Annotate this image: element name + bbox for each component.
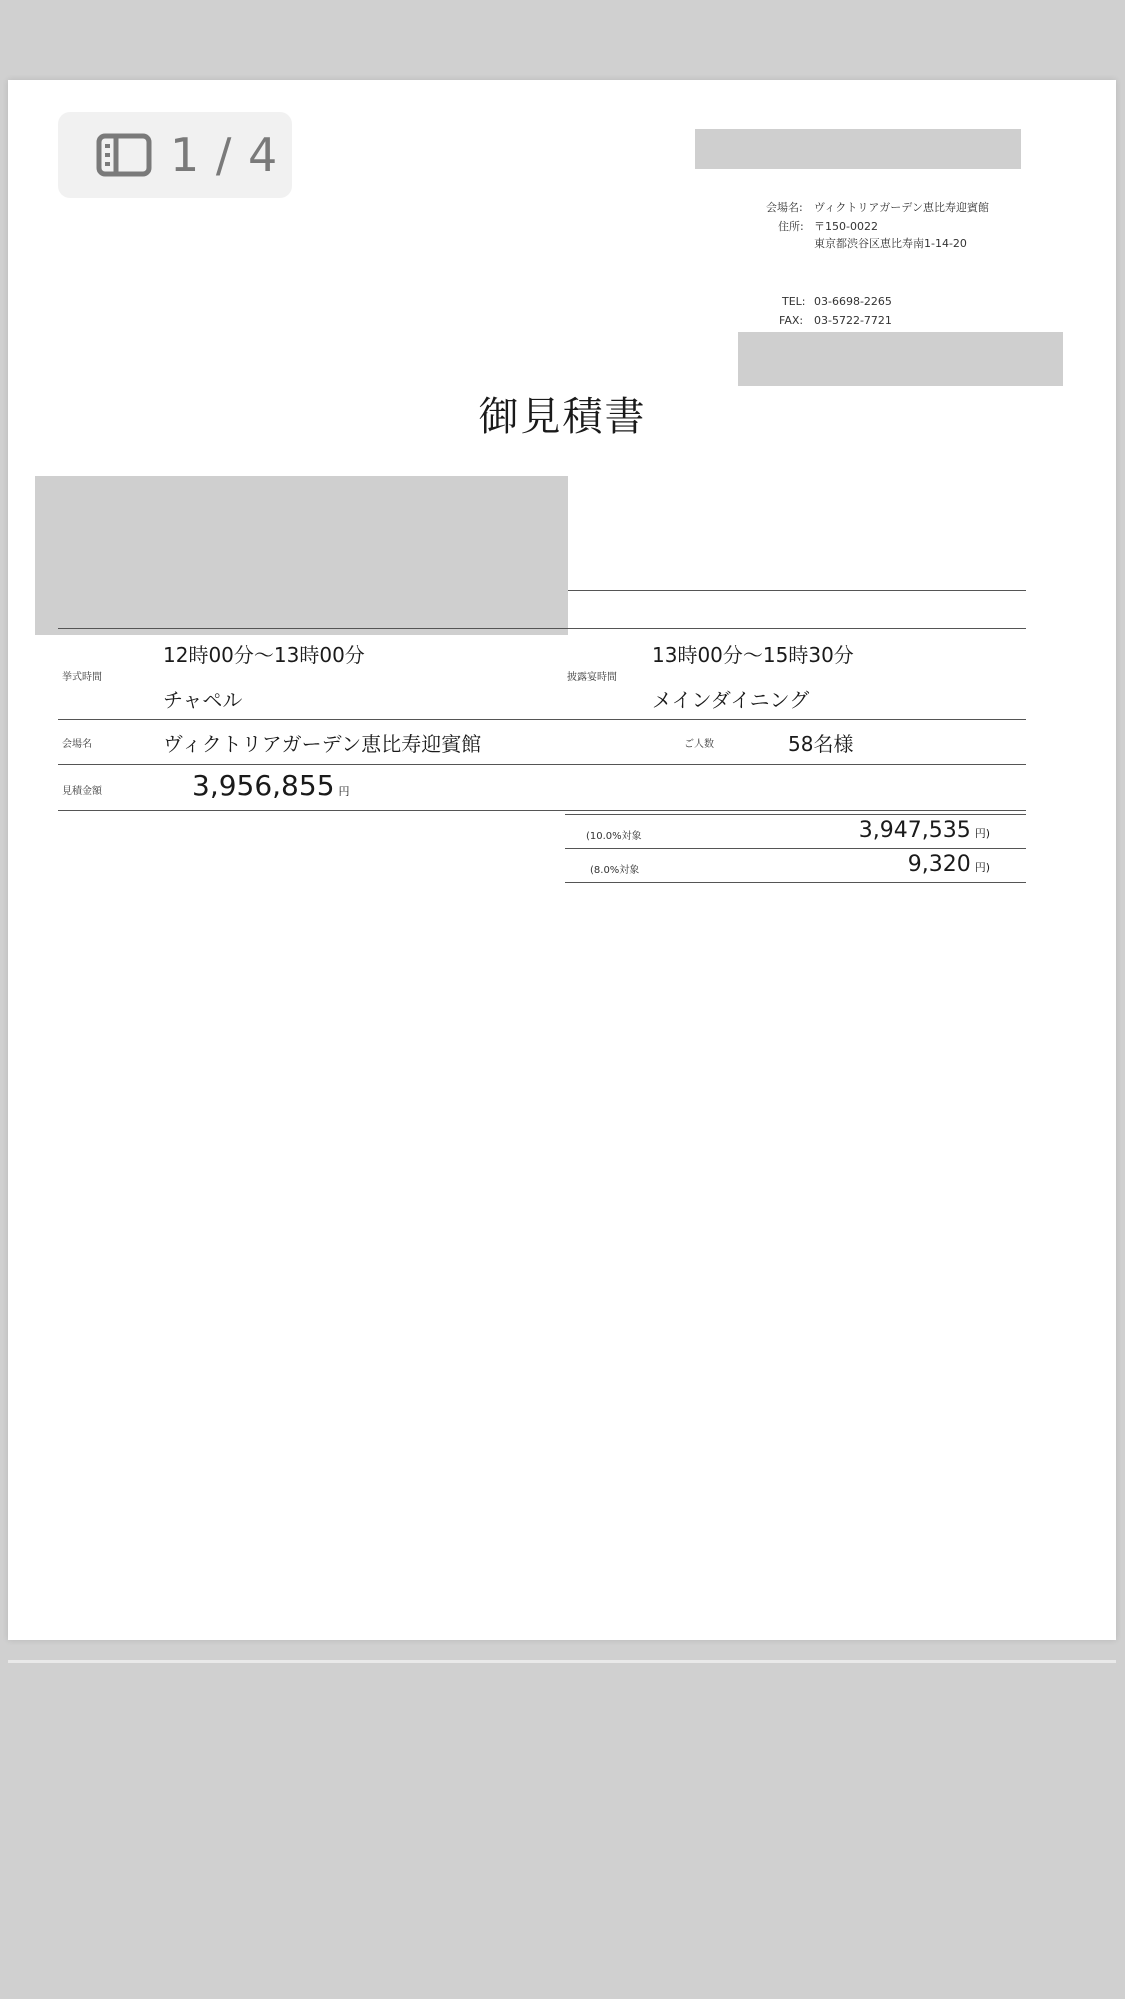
fax-number: 03-5722-7721: [814, 314, 892, 327]
tax-8-unit: 円): [974, 861, 990, 874]
estimate-label: 見積金額: [62, 786, 102, 797]
reception-time: 13時00分〜15時30分: [652, 643, 854, 667]
venue-name: ヴィクトリアガーデン恵比寿迎賓館: [814, 201, 990, 214]
guests-count: 58名様: [788, 732, 854, 756]
redacted-block-stamp: [738, 332, 1063, 386]
address: 東京都渋谷区恵比寿南1-14-20: [814, 237, 967, 250]
venue-row-name: ヴィクトリアガーデン恵比寿迎賓館: [163, 732, 482, 756]
previous-page-area: [0, 0, 1125, 80]
ceremony-time: 12時00分〜13時00分: [163, 643, 365, 667]
redacted-block-top-right: [695, 129, 1021, 169]
fax-label: FAX:: [779, 314, 804, 327]
reception-place: メインダイニング: [652, 688, 810, 712]
postal-code: 〒150-0022: [814, 220, 878, 233]
next-page-redacted: [8, 1660, 1116, 1999]
tax-10-amount: [859, 818, 990, 843]
tax-8-value: 9,320: [907, 852, 971, 877]
divider: [568, 590, 1026, 591]
tax-8-label: (8.0%対象: [590, 865, 640, 876]
tel-label: TEL:: [782, 295, 806, 308]
tax-10-unit: 円): [974, 827, 990, 840]
redacted-block-recipient: [35, 476, 568, 635]
estimate-amount: [192, 769, 350, 802]
tax-10-label: (10.0%対象: [586, 831, 642, 842]
document-title: 御見積書: [478, 394, 647, 440]
divider: [58, 628, 1026, 629]
tax-8-amount: [908, 852, 990, 877]
divider: [565, 882, 1026, 883]
estimate-amount-value: 3,956,855: [192, 769, 335, 802]
page-number: 1 / 4: [170, 128, 279, 182]
divider: [58, 764, 1026, 765]
tax-10-value: 3,947,535: [858, 818, 971, 843]
divider: [565, 848, 1026, 849]
divider: [58, 719, 1026, 720]
page-indicator[interactable]: [58, 112, 292, 198]
tel-number: 03-6698-2265: [814, 295, 892, 308]
guests-label: ご人数: [684, 739, 714, 750]
address-label: 住所:: [778, 220, 804, 233]
estimate-unit: 円: [338, 785, 350, 798]
divider: [58, 810, 1026, 811]
reception-time-label: 披露宴時間: [567, 672, 617, 683]
divider: [565, 814, 1026, 815]
ceremony-place: チャペル: [163, 688, 243, 712]
venue-name-label: 会場名:: [766, 201, 803, 214]
sidebar-icon: [96, 133, 152, 177]
ceremony-time-label: 挙式時間: [62, 672, 102, 683]
venue-row-label: 会場名: [62, 739, 92, 750]
